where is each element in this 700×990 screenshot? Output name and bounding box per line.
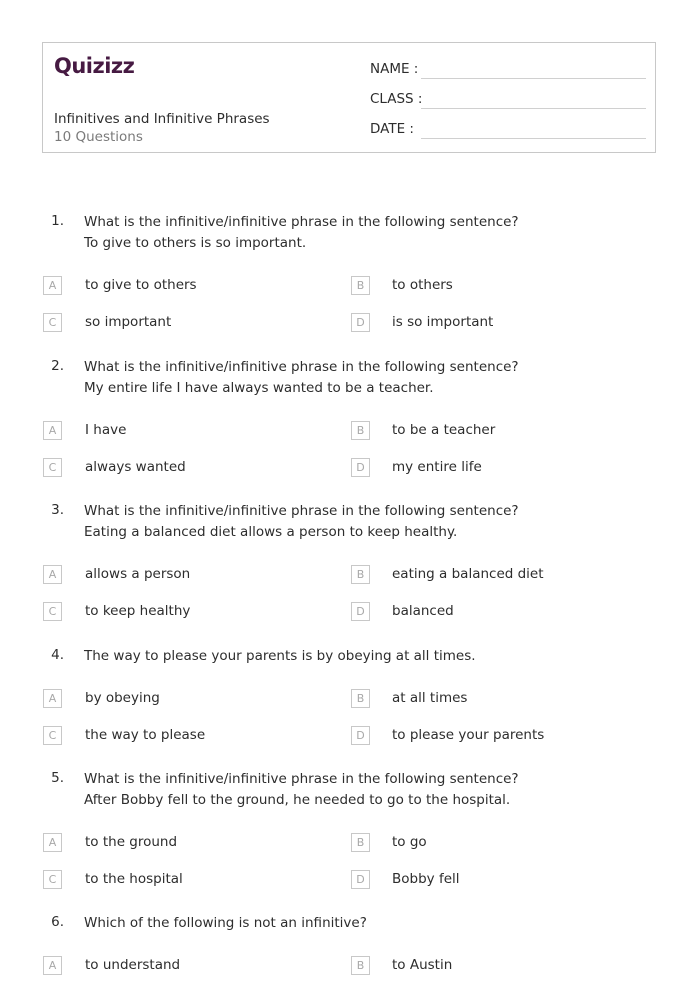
- option-text: at all times: [392, 690, 468, 706]
- question-sentence: To give to others is so important.: [84, 235, 307, 251]
- question-text: The way to please your parents is by obeying at all times.: [84, 648, 476, 664]
- option-text: to the ground: [85, 834, 178, 850]
- name-label: NAME :: [370, 61, 419, 77]
- option-text: to the hospital: [85, 871, 183, 887]
- option-text: to go: [392, 834, 427, 850]
- question-number: 4.: [51, 647, 64, 663]
- option-letter-box[interactable]: B: [351, 421, 370, 440]
- option-text: is so important: [392, 314, 494, 330]
- question-number: 2.: [51, 358, 64, 374]
- option-letter-box[interactable]: D: [351, 313, 370, 332]
- option-letter-box[interactable]: D: [351, 458, 370, 477]
- option-text: to be a teacher: [392, 422, 496, 438]
- option-text: to please your parents: [392, 727, 545, 743]
- date-label: DATE :: [370, 121, 414, 137]
- option-letter-box[interactable]: C: [43, 458, 62, 477]
- question-text: What is the infinitive/infinitive phrase in the following sentence?: [84, 214, 519, 230]
- option-text: my entire life: [392, 459, 482, 475]
- option-letter-box[interactable]: A: [43, 276, 62, 295]
- option-letter-box[interactable]: C: [43, 602, 62, 621]
- option-letter-box[interactable]: B: [351, 956, 370, 975]
- question-text: What is the infinitive/infinitive phrase in the following sentence?: [84, 359, 519, 375]
- option-letter-box[interactable]: C: [43, 726, 62, 745]
- option-letter-box[interactable]: A: [43, 956, 62, 975]
- question-text: Which of the following is not an infinitive?: [84, 915, 367, 931]
- question-number: 1.: [51, 213, 64, 229]
- option-text: eating a balanced diet: [392, 566, 544, 582]
- option-letter-box[interactable]: A: [43, 689, 62, 708]
- question-number: 6.: [51, 914, 64, 930]
- option-letter-box[interactable]: D: [351, 870, 370, 889]
- option-text: the way to please: [85, 727, 206, 743]
- option-text: balanced: [392, 603, 454, 619]
- class-label: CLASS :: [370, 91, 423, 107]
- option-letter-box[interactable]: A: [43, 421, 62, 440]
- question-sentence: My entire life I have always wanted to be a teacher.: [84, 380, 434, 396]
- option-letter-box[interactable]: B: [351, 565, 370, 584]
- option-text: allows a person: [85, 566, 191, 582]
- option-text: to keep healthy: [85, 603, 191, 619]
- quizizz-logo: Quizizz: [54, 54, 135, 78]
- question-count: 10 Questions: [54, 129, 143, 145]
- option-text: to give to others: [85, 277, 197, 293]
- option-text: always wanted: [85, 459, 186, 475]
- question-sentence: Eating a balanced diet allows a person to keep healthy.: [84, 524, 458, 540]
- question-sentence: After Bobby fell to the ground, he needed to go to the hospital.: [84, 792, 511, 808]
- option-text: so important: [85, 314, 172, 330]
- option-letter-box[interactable]: C: [43, 870, 62, 889]
- worksheet-title: Infinitives and Infinitive Phrases: [54, 111, 270, 127]
- option-letter-box[interactable]: D: [351, 726, 370, 745]
- option-letter-box[interactable]: C: [43, 313, 62, 332]
- option-letter-box[interactable]: B: [351, 833, 370, 852]
- option-text: by obeying: [85, 690, 160, 706]
- option-text: I have: [85, 422, 127, 438]
- class-line[interactable]: [421, 108, 646, 109]
- question-number: 5.: [51, 770, 64, 786]
- option-text: to Austin: [392, 957, 453, 973]
- option-text: to others: [392, 277, 453, 293]
- option-text: Bobby fell: [392, 871, 460, 887]
- option-letter-box[interactable]: A: [43, 833, 62, 852]
- name-line[interactable]: [421, 78, 646, 79]
- option-letter-box[interactable]: A: [43, 565, 62, 584]
- option-letter-box[interactable]: D: [351, 602, 370, 621]
- option-letter-box[interactable]: B: [351, 276, 370, 295]
- option-text: to understand: [85, 957, 181, 973]
- question-text: What is the infinitive/infinitive phrase in the following sentence?: [84, 771, 519, 787]
- date-line[interactable]: [421, 138, 646, 139]
- worksheet-header: [42, 42, 656, 153]
- option-letter-box[interactable]: B: [351, 689, 370, 708]
- question-text: What is the infinitive/infinitive phrase in the following sentence?: [84, 503, 519, 519]
- question-number: 3.: [51, 502, 64, 518]
